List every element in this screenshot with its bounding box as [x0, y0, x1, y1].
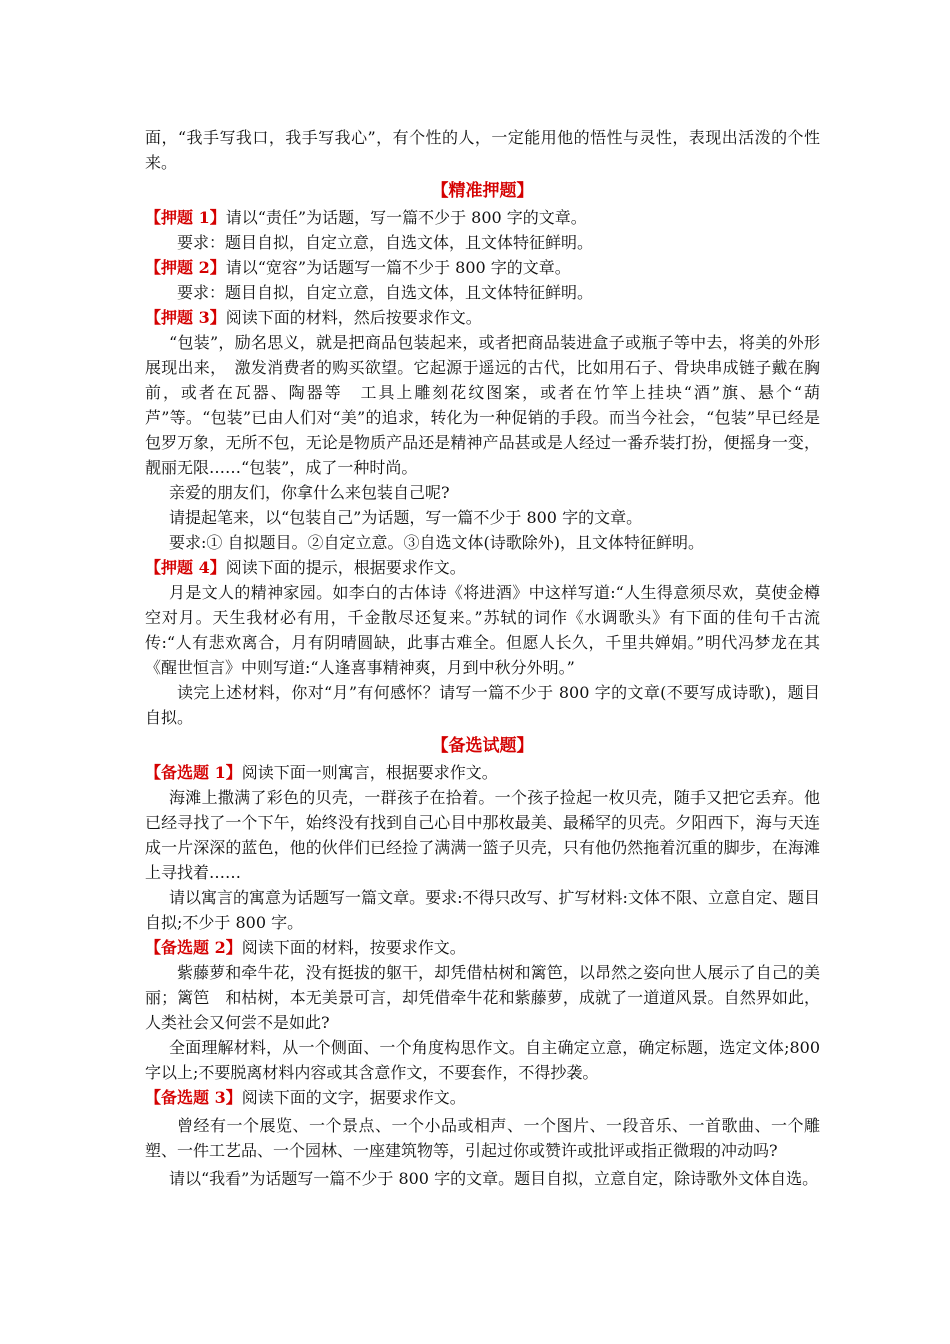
prompt-3-instruction: 请提起笔来，以“包装自己”为话题，写一篇不少于 800 字的文章。 — [169, 508, 643, 527]
alt-2-lead: 【备选题 2】阅读下面的材料，按要求作文。 — [145, 938, 466, 957]
section-title-alternate: 【备选试题】 — [431, 736, 534, 756]
prompt-4-tag: 【押题 4】 — [145, 558, 226, 577]
prompt-3-tag: 【押题 3】 — [145, 308, 226, 327]
prompt-4-material: 月是文人的精神家园。如李白的古体诗《将进酒》中这样写道:“人生得意须尽欢，莫使金樽空对月。天生我材必有用，千金散尽还复来。”苏轼的词作《水调歌头》有下面的佳句千古流传:“人有悲欢离合，月有阴晴圆缺，此事古难全。但愿人长久，千里共婵娟。”明代冯梦龙在其《醒世恒言》中则写道:“人逢喜事精神爽，月到中秋分外明。” — [145, 583, 820, 677]
alt-3-tag: 【备选题 3】 — [145, 1088, 242, 1107]
alt-1-instruction: 请以寓言的寓意为话题写一篇文章。要求:不得只改写、扩写材料:文体不限、立意自定、题目自拟;不少于 800 字。 — [145, 888, 820, 932]
intro-paragraph: 面，“我手写我口，我手写我心”，有个性的人，一定能用他的悟性与灵性，表现出活泼的个性来。 — [145, 128, 820, 172]
prompt-1-lead: 【押题 1】请以“责任”为话题，写一篇不少于 800 字的文章。 — [145, 208, 587, 227]
prompt-4-instruction: 读完上述材料，你对“月”有何感怀？请写一篇不少于 800 字的文章(不要写成诗歌)，题目自拟。 — [145, 683, 820, 727]
prompt-3-material: “包装”，励名思义，就是把商品包装起来，或者把商品装进盒子或瓶子等中去，将美的外形展现出来， 激发消费者的购买欲望。它起源于遥远的古代，比如用石子、骨块串成链子戴在胸前，或者在瓦器、陶器等 工具上雕刻花纹图案，或者在竹竿上挂块“酒”旗、悬个“葫芦”等。“包装”已由人们对“美”的追求，转化为一种促销的手段。而当今社会，“包装”早已经是包罗万象，无所不包，无论是物质产品还是精神产品甚或是人经过一番乔装打扮，便摇身一变，靓丽无限……“包装”，成了一种时尚。 — [145, 333, 820, 477]
section-title-precise: 【精准押题】 — [431, 181, 534, 201]
document-page — [145, 125, 820, 1191]
prompt-1-requirement: 要求：题目自拟，自定立意，自选文体，且文体特征鲜明。 — [177, 233, 594, 252]
prompt-2-lead: 【押题 2】请以“宽容”为话题写一篇不少于 800 字的文章。 — [145, 258, 571, 277]
prompt-3-lead: 【押题 3】阅读下面的材料，然后按要求作文。 — [145, 308, 482, 327]
prompt-2-tag: 【押题 2】 — [145, 258, 226, 277]
alt-3-instruction: 请以“我看”为话题写一篇不少于 800 字的文章。题目自拟，立意自定，除诗歌外文体自选。 — [169, 1169, 819, 1188]
alt-1-tag: 【备选题 1】 — [145, 763, 242, 782]
alt-2-material: 紫藤萝和牵牛花，没有挺拔的躯干，却凭借枯树和篱笆，以昂然之姿向世人展示了自己的美丽；篱笆 和枯树，本无美景可言，却凭借牵牛花和紫藤萝，成就了一道道风景。自然界如此，人类社会又何尝不是如此? — [145, 963, 820, 1032]
prompt-2-requirement: 要求：题目自拟，自定立意，自选文体，且文体特征鲜明。 — [177, 283, 594, 302]
alt-3-material: 曾经有一个展览、一个景点、一个小品或相声、一个图片、一段音乐、一首歌曲、一个雕塑、一件工艺品、一个园林、一座建筑物等，引起过你或赞许或批评或指正微瑕的冲动吗? — [145, 1116, 820, 1160]
alt-3-lead: 【备选题 3】阅读下面的文字，据要求作文。 — [145, 1088, 466, 1107]
alt-2-tag: 【备选题 2】 — [145, 938, 242, 957]
alt-1-lead: 【备选题 1】阅读下面一则寓言，根据要求作文。 — [145, 763, 498, 782]
prompt-4-lead: 【押题 4】阅读下面的提示，根据要求作文。 — [145, 558, 466, 577]
prompt-1-tag: 【押题 1】 — [145, 208, 226, 227]
prompt-3-question: 亲爱的朋友们，你拿什么来包装自己呢? — [169, 483, 450, 502]
prompt-3-requirement: 要求:① 自拟题目。②自定立意。③自选文体(诗歌除外)，且文体特征鲜明。 — [169, 533, 704, 552]
alt-2-instruction: 全面理解材料，从一个侧面、一个角度构思作文。自主确定立意，确定标题，选定文体;800 字以上;不要脱离材料内容或其含意作文，不要套作，不得抄袭。 — [145, 1038, 820, 1082]
alt-1-material: 海滩上撒满了彩色的贝壳，一群孩子在拾着。一个孩子捡起一枚贝壳，随手又把它丢弃。他已经寻找了一个下午，始终没有找到自己心目中那枚最美、最稀罕的贝壳。夕阳西下，海与天连成一片深深的蓝色，他的伙伴们已经捡了满满一篮子贝壳，只有他仍然拖着沉重的脚步，在海滩上寻找着…… — [145, 788, 820, 882]
